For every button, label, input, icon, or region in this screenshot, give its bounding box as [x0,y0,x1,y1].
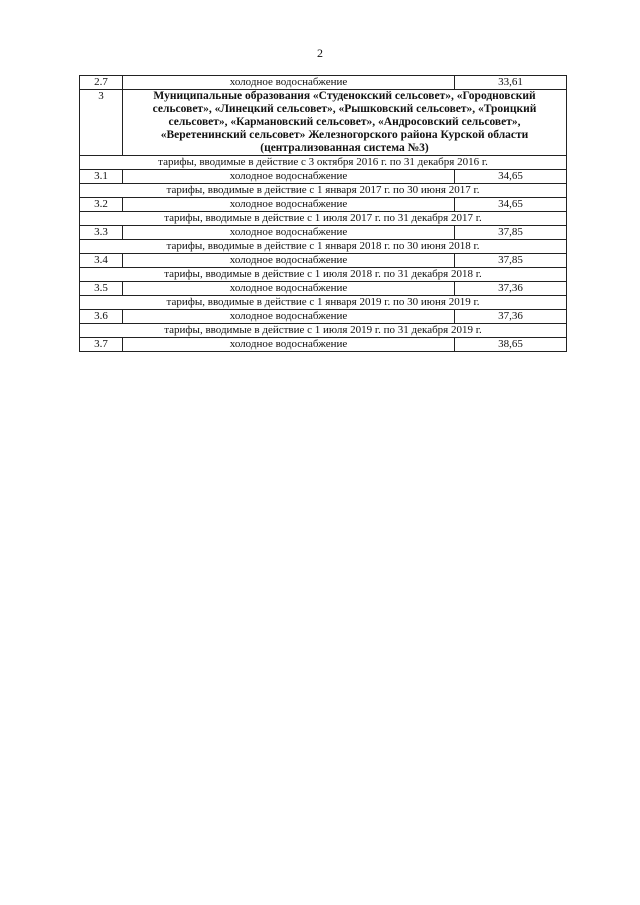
section-number: 3 [80,90,123,156]
row-number: 3.7 [80,338,123,352]
page-number: 2 [317,46,323,60]
row-number: 3.3 [80,226,123,240]
service-name: холодное водоснабжение [123,226,455,240]
table-row [80,254,567,268]
tariff-value: 34,65 [455,170,567,184]
period-row [80,156,567,170]
table-row [80,338,567,352]
service-name: холодное водоснабжение [123,310,455,324]
tariff-value: 37,36 [455,282,567,296]
row-number: 3.6 [80,310,123,324]
row-number: 3.4 [80,254,123,268]
row-number: 3.1 [80,170,123,184]
tariff-value: 37,85 [455,226,567,240]
service-name: холодное водоснабжение [123,198,455,212]
tariff-value: 34,65 [455,198,567,212]
table-row [80,226,567,240]
tariff-value: 37,85 [455,254,567,268]
table-row [80,76,567,90]
period-label: тарифы, вводимые в действие с 1 января 2017 г. по 30 июня 2017 г. [80,184,567,198]
period-label: тарифы, вводимые в действие с 1 января 2018 г. по 30 июня 2018 г. [80,240,567,254]
table-row [80,310,567,324]
period-row [80,324,567,338]
period-row [80,268,567,282]
row-number: 3.2 [80,198,123,212]
service-name: холодное водоснабжение [123,254,455,268]
service-name: холодное водоснабжение [123,170,455,184]
period-label: тарифы, вводимые в действие с 3 октября 2016 г. по 31 декабря 2016 г. [80,156,567,170]
row-number: 3.5 [80,282,123,296]
table-row [80,170,567,184]
tariff-value: 37,36 [455,310,567,324]
service-name: холодное водоснабжение [123,338,455,352]
table-row [80,282,567,296]
period-label: тарифы, вводимые в действие с 1 июля 2017 г. по 31 декабря 2017 г. [80,212,567,226]
period-label: тарифы, вводимые в действие с 1 января 2019 г. по 30 июня 2019 г. [80,296,567,310]
period-label: тарифы, вводимые в действие с 1 июля 2018 г. по 31 декабря 2018 г. [80,268,567,282]
service-name: холодное водоснабжение [123,76,455,90]
section-header-row [80,90,567,156]
municipality-title: Муниципальные образования «Студенокский сельсовет», «Городновский сельсовет», «Линецкий сельсовет», «Рышковский сельсовет», «Троицкий сельсовет», «Кармановский сельсовет», «Андросовский сельсовет», «Веретенинский сельсовет» Железногорского района Курской области (централизованная система №3) [123,90,567,156]
row-number: 2.7 [80,76,123,90]
tariff-table [79,75,567,352]
service-name: холодное водоснабжение [123,282,455,296]
period-label: тарифы, вводимые в действие с 1 июля 2019 г. по 31 декабря 2019 г. [80,324,567,338]
period-row [80,296,567,310]
period-row [80,240,567,254]
period-row [80,184,567,198]
tariff-value: 38,65 [455,338,567,352]
tariff-value: 33,61 [455,76,567,90]
table-row [80,198,567,212]
period-row [80,212,567,226]
